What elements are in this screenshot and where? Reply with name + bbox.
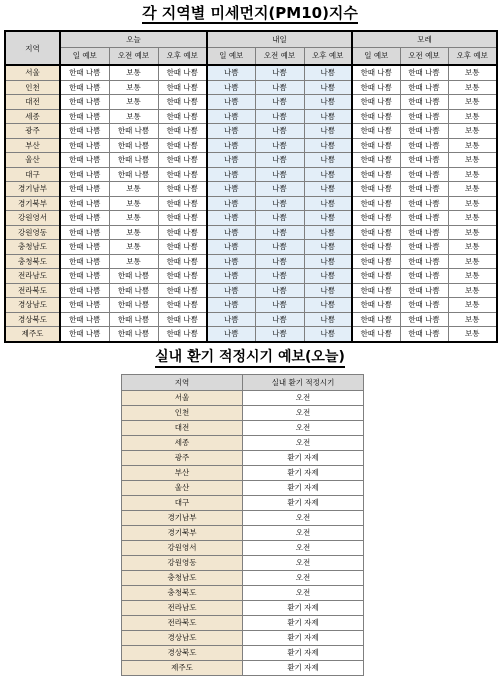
forecast-cell: 한때 나쁨: [158, 269, 207, 284]
forecast-cell: 한때 나쁨: [400, 269, 448, 284]
forecast-cell: 보통: [109, 254, 158, 269]
pm10-table-body: [5, 65, 497, 342]
table-row: [5, 124, 497, 139]
forecast-cell: 한때 나쁨: [109, 124, 158, 139]
forecast-cell: 한때 나쁨: [158, 182, 207, 197]
forecast-cell: 한때 나쁨: [158, 167, 207, 182]
forecast-cell: 한때 나쁨: [60, 153, 109, 168]
forecast-cell: 나쁨: [207, 95, 255, 110]
forecast-cell: 보통: [448, 65, 497, 80]
forecast-cell: 한때 나쁨: [400, 225, 448, 240]
table-row: [5, 109, 497, 124]
forecast-cell: 한때 나쁨: [352, 95, 400, 110]
ventilation-title-text: 실내 환기 적정시기 예보(오늘): [155, 348, 345, 368]
forecast-cell: 나쁨: [207, 298, 255, 313]
region-cell: 강원영동: [5, 225, 60, 240]
region-cell: 전라남도: [122, 601, 243, 616]
region-cell: 울산: [122, 481, 243, 496]
table-row: [5, 211, 497, 226]
forecast-cell: 한때 나쁨: [109, 269, 158, 284]
forecast-cell: 한때 나쁨: [400, 167, 448, 182]
ventilation-time-cell: 오전: [243, 421, 364, 436]
forecast-cell: 보통: [109, 65, 158, 80]
forecast-cell: 한때 나쁨: [400, 240, 448, 255]
forecast-cell: 한때 나쁨: [352, 211, 400, 226]
forecast-cell: 한때 나쁨: [400, 124, 448, 139]
forecast-cell: 한때 나쁨: [158, 225, 207, 240]
forecast-cell: 나쁨: [207, 196, 255, 211]
region-cell: 제주도: [5, 327, 60, 342]
forecast-cell: 한때 나쁨: [60, 298, 109, 313]
forecast-cell: 나쁨: [255, 182, 304, 197]
forecast-cell: 한때 나쁨: [400, 153, 448, 168]
ventilation-time-cell: 오전: [243, 436, 364, 451]
region-cell: 대전: [122, 421, 243, 436]
forecast-cell: 보통: [109, 182, 158, 197]
forecast-cell: 나쁨: [304, 153, 352, 168]
forecast-cell: 나쁨: [255, 269, 304, 284]
forecast-cell: 한때 나쁨: [158, 327, 207, 342]
table-row: [122, 421, 364, 436]
forecast-cell: 나쁨: [255, 225, 304, 240]
ventilation-time-cell: 환기 자제: [243, 451, 364, 466]
forecast-cell: 나쁨: [304, 109, 352, 124]
forecast-cell: 나쁨: [255, 65, 304, 80]
forecast-cell: 한때 나쁨: [109, 327, 158, 342]
forecast-cell: 한때 나쁨: [60, 211, 109, 226]
forecast-cell: 한때 나쁨: [60, 95, 109, 110]
forecast-cell: 한때 나쁨: [158, 211, 207, 226]
forecast-cell: 나쁨: [255, 95, 304, 110]
table-row: [5, 298, 497, 313]
forecast-cell: 한때 나쁨: [352, 138, 400, 153]
forecast-cell: 나쁨: [304, 298, 352, 313]
region-cell: 경기남부: [122, 511, 243, 526]
ventilation-time-cell: 오전: [243, 586, 364, 601]
forecast-cell: 한때 나쁨: [60, 196, 109, 211]
ventilation-time-cell: 환기 자제: [243, 496, 364, 511]
table-row: [122, 661, 364, 676]
forecast-cell: 한때 나쁨: [400, 211, 448, 226]
forecast-cell: 보통: [109, 80, 158, 95]
forecast-cell: 보통: [109, 225, 158, 240]
forecast-cell: 한때 나쁨: [352, 225, 400, 240]
forecast-cell: 나쁨: [207, 109, 255, 124]
forecast-cell: 보통: [109, 109, 158, 124]
ventilation-time-cell: 환기 자제: [243, 646, 364, 661]
region-cell: 세종: [5, 109, 60, 124]
table-row: [122, 496, 364, 511]
ventilation-time-header: 실내 환기 적정시기: [243, 375, 364, 391]
region-cell: 광주: [122, 451, 243, 466]
forecast-cell: 한때 나쁨: [400, 109, 448, 124]
forecast-cell: 나쁨: [255, 153, 304, 168]
region-cell: 서울: [122, 391, 243, 406]
region-cell: 경기북부: [122, 526, 243, 541]
forecast-cell: 보통: [448, 167, 497, 182]
forecast-cell: 한때 나쁨: [60, 254, 109, 269]
table-row: [122, 631, 364, 646]
region-cell: 광주: [5, 124, 60, 139]
table-row: [122, 616, 364, 631]
forecast-cell: 한때 나쁨: [352, 298, 400, 313]
table-row: [5, 283, 497, 298]
region-cell: 세종: [122, 436, 243, 451]
region-cell: 전라북도: [5, 283, 60, 298]
forecast-cell: 나쁨: [304, 95, 352, 110]
forecast-cell: 한때 나쁨: [400, 327, 448, 342]
forecast-cell: 한때 나쁨: [352, 312, 400, 327]
forecast-cell: 나쁨: [255, 124, 304, 139]
day-header-today: 오늘: [60, 31, 207, 48]
forecast-cell: 보통: [448, 182, 497, 197]
ventilation-region-header: 지역: [122, 375, 243, 391]
forecast-cell: 보통: [448, 225, 497, 240]
forecast-cell: 나쁨: [207, 167, 255, 182]
forecast-cell: 보통: [109, 95, 158, 110]
forecast-cell: 나쁨: [304, 240, 352, 255]
forecast-cell: 한때 나쁨: [400, 182, 448, 197]
forecast-cell: 보통: [448, 124, 497, 139]
forecast-cell: 한때 나쁨: [60, 312, 109, 327]
region-cell: 대전: [5, 95, 60, 110]
forecast-cell: 한때 나쁨: [158, 298, 207, 313]
forecast-cell: 나쁨: [207, 283, 255, 298]
forecast-cell: 한때 나쁨: [352, 153, 400, 168]
forecast-cell: 한때 나쁨: [352, 167, 400, 182]
forecast-cell: 나쁨: [207, 240, 255, 255]
table-row: [5, 327, 497, 342]
table-row: [5, 312, 497, 327]
forecast-cell: 한때 나쁨: [60, 65, 109, 80]
forecast-cell: 나쁨: [304, 138, 352, 153]
forecast-cell: 한때 나쁨: [352, 109, 400, 124]
region-cell: 부산: [5, 138, 60, 153]
pm10-table: [4, 30, 498, 343]
forecast-cell: 한때 나쁨: [158, 109, 207, 124]
table-row: [5, 225, 497, 240]
forecast-cell: 한때 나쁨: [352, 80, 400, 95]
forecast-cell: 보통: [448, 211, 497, 226]
forecast-cell: 나쁨: [207, 225, 255, 240]
pm10-title-text: 각 지역별 미세먼지(PM10)지수: [142, 4, 358, 22]
forecast-cell: 보통: [448, 298, 497, 313]
ventilation-time-cell: 환기 자제: [243, 466, 364, 481]
forecast-cell: 한때 나쁨: [60, 138, 109, 153]
table-row: [5, 254, 497, 269]
forecast-cell: 나쁨: [255, 312, 304, 327]
region-cell: 충청남도: [5, 240, 60, 255]
ventilation-time-cell: 환기 자제: [243, 481, 364, 496]
ventilation-time-cell: 오전: [243, 556, 364, 571]
forecast-cell: 나쁨: [255, 327, 304, 342]
forecast-cell: 나쁨: [255, 196, 304, 211]
forecast-cell: 보통: [448, 153, 497, 168]
region-cell: 서울: [5, 65, 60, 80]
forecast-cell: 한때 나쁨: [352, 327, 400, 342]
region-cell: 강원영서: [122, 541, 243, 556]
region-cell: 충청북도: [122, 586, 243, 601]
ventilation-time-cell: 환기 자제: [243, 661, 364, 676]
table-row: [5, 95, 497, 110]
forecast-cell: 나쁨: [255, 211, 304, 226]
day-header-tomorrow: 내일: [207, 31, 352, 48]
forecast-cell: 한때 나쁨: [60, 124, 109, 139]
forecast-cell: 보통: [448, 196, 497, 211]
forecast-cell: 한때 나쁨: [400, 312, 448, 327]
ventilation-time-cell: 환기 자제: [243, 601, 364, 616]
table-row: [122, 646, 364, 661]
forecast-cell: 나쁨: [207, 80, 255, 95]
forecast-cell: 한때 나쁨: [109, 153, 158, 168]
forecast-cell: 나쁨: [304, 80, 352, 95]
forecast-cell: 한때 나쁨: [158, 80, 207, 95]
forecast-cell: 나쁨: [304, 167, 352, 182]
forecast-cell: 한때 나쁨: [60, 109, 109, 124]
region-cell: 제주도: [122, 661, 243, 676]
ventilation-time-cell: 오전: [243, 406, 364, 421]
table-row: [122, 451, 364, 466]
forecast-cell: 나쁨: [255, 254, 304, 269]
forecast-cell: 보통: [448, 327, 497, 342]
forecast-cell: 한때 나쁨: [109, 283, 158, 298]
forecast-cell: 보통: [109, 240, 158, 255]
forecast-cell: 한때 나쁨: [60, 283, 109, 298]
forecast-cell: 한때 나쁨: [352, 196, 400, 211]
forecast-cell: 한때 나쁨: [352, 283, 400, 298]
forecast-cell: 보통: [448, 312, 497, 327]
forecast-cell: 한때 나쁨: [109, 312, 158, 327]
forecast-cell: 한때 나쁨: [109, 167, 158, 182]
forecast-cell: 나쁨: [207, 138, 255, 153]
table-row: [122, 436, 364, 451]
forecast-cell: 나쁨: [207, 124, 255, 139]
forecast-cell: 나쁨: [207, 269, 255, 284]
table-row: [5, 138, 497, 153]
table-row: [5, 80, 497, 95]
forecast-cell: 보통: [109, 211, 158, 226]
forecast-cell: 한때 나쁨: [352, 269, 400, 284]
forecast-cell: 나쁨: [304, 211, 352, 226]
forecast-cell: 나쁨: [207, 211, 255, 226]
forecast-cell: 한때 나쁨: [60, 80, 109, 95]
region-header: 지역: [5, 31, 60, 65]
ventilation-time-cell: 오전: [243, 511, 364, 526]
forecast-cell: 한때 나쁨: [400, 196, 448, 211]
region-cell: 경상북도: [5, 312, 60, 327]
ventilation-table-header: [122, 375, 364, 391]
forecast-cell: 보통: [109, 196, 158, 211]
table-row: [5, 269, 497, 284]
ventilation-table: [121, 374, 364, 676]
table-row: [122, 391, 364, 406]
region-cell: 부산: [122, 466, 243, 481]
table-row: [122, 556, 364, 571]
forecast-cell: 한때 나쁨: [400, 298, 448, 313]
sub-header-pm: 오후 예보: [448, 48, 497, 66]
forecast-cell: 한때 나쁨: [400, 283, 448, 298]
forecast-cell: 나쁨: [255, 109, 304, 124]
table-row: [5, 182, 497, 197]
ventilation-time-cell: 환기 자제: [243, 631, 364, 646]
forecast-cell: 한때 나쁨: [400, 138, 448, 153]
forecast-cell: 나쁨: [304, 327, 352, 342]
region-cell: 경상남도: [122, 631, 243, 646]
forecast-cell: 보통: [448, 109, 497, 124]
ventilation-title: [0, 348, 500, 368]
forecast-cell: 한때 나쁨: [352, 182, 400, 197]
pm10-title: [0, 4, 500, 24]
forecast-cell: 한때 나쁨: [60, 327, 109, 342]
sub-header-daily: 일 예보: [352, 48, 400, 66]
forecast-cell: 나쁨: [255, 283, 304, 298]
sub-header-daily: 일 예보: [207, 48, 255, 66]
forecast-cell: 나쁨: [255, 138, 304, 153]
forecast-cell: 나쁨: [255, 240, 304, 255]
forecast-cell: 한때 나쁨: [60, 240, 109, 255]
sub-header-pm: 오후 예보: [158, 48, 207, 66]
forecast-cell: 한때 나쁨: [158, 240, 207, 255]
region-cell: 울산: [5, 153, 60, 168]
table-row: [122, 526, 364, 541]
forecast-cell: 나쁨: [207, 65, 255, 80]
forecast-cell: 한때 나쁨: [400, 80, 448, 95]
forecast-cell: 나쁨: [207, 312, 255, 327]
region-cell: 대구: [5, 167, 60, 182]
table-row: [122, 511, 364, 526]
forecast-cell: 나쁨: [304, 182, 352, 197]
table-row: [5, 65, 497, 80]
sub-header-am: 오전 예보: [109, 48, 158, 66]
forecast-cell: 한때 나쁨: [109, 298, 158, 313]
forecast-cell: 보통: [448, 269, 497, 284]
forecast-cell: 한때 나쁨: [60, 182, 109, 197]
forecast-cell: 한때 나쁨: [158, 196, 207, 211]
ventilation-time-cell: 오전: [243, 526, 364, 541]
table-row: [5, 167, 497, 182]
forecast-cell: 나쁨: [304, 225, 352, 240]
forecast-cell: 나쁨: [255, 298, 304, 313]
forecast-cell: 나쁨: [255, 167, 304, 182]
forecast-cell: 한때 나쁨: [400, 254, 448, 269]
forecast-cell: 나쁨: [304, 254, 352, 269]
forecast-cell: 한때 나쁨: [60, 225, 109, 240]
region-cell: 경상남도: [5, 298, 60, 313]
region-cell: 충청북도: [5, 254, 60, 269]
region-cell: 경기북부: [5, 196, 60, 211]
forecast-cell: 보통: [448, 254, 497, 269]
forecast-cell: 한때 나쁨: [352, 240, 400, 255]
region-cell: 강원영서: [5, 211, 60, 226]
pm10-table-header: [5, 31, 497, 65]
region-cell: 대구: [122, 496, 243, 511]
sub-header-am: 오전 예보: [400, 48, 448, 66]
forecast-cell: 나쁨: [304, 196, 352, 211]
table-row: [122, 586, 364, 601]
region-cell: 경기남부: [5, 182, 60, 197]
forecast-cell: 한때 나쁨: [352, 124, 400, 139]
table-row: [122, 541, 364, 556]
table-row: [5, 153, 497, 168]
table-row: [122, 466, 364, 481]
sub-header-daily: 일 예보: [60, 48, 109, 66]
table-row: [122, 481, 364, 496]
forecast-cell: 한때 나쁨: [158, 65, 207, 80]
ventilation-time-cell: 오전: [243, 541, 364, 556]
forecast-cell: 보통: [448, 240, 497, 255]
region-cell: 충청남도: [122, 571, 243, 586]
region-cell: 경상북도: [122, 646, 243, 661]
region-cell: 전라북도: [122, 616, 243, 631]
forecast-cell: 한때 나쁨: [158, 312, 207, 327]
forecast-cell: 한때 나쁨: [158, 254, 207, 269]
forecast-cell: 보통: [448, 138, 497, 153]
ventilation-time-cell: 오전: [243, 571, 364, 586]
forecast-cell: 나쁨: [255, 80, 304, 95]
forecast-cell: 보통: [448, 95, 497, 110]
forecast-cell: 한때 나쁨: [60, 167, 109, 182]
forecast-cell: 한때 나쁨: [158, 138, 207, 153]
forecast-cell: 나쁨: [304, 283, 352, 298]
region-cell: 인천: [5, 80, 60, 95]
table-row: [5, 240, 497, 255]
forecast-cell: 한때 나쁨: [158, 283, 207, 298]
region-cell: 강원영동: [122, 556, 243, 571]
forecast-cell: 나쁨: [304, 312, 352, 327]
forecast-cell: 한때 나쁨: [109, 138, 158, 153]
forecast-cell: 나쁨: [207, 182, 255, 197]
forecast-cell: 한때 나쁨: [158, 95, 207, 110]
table-row: [122, 406, 364, 421]
ventilation-time-cell: 오전: [243, 391, 364, 406]
day-header-day-after: 모레: [352, 31, 497, 48]
region-cell: 인천: [122, 406, 243, 421]
sub-header-pm: 오후 예보: [304, 48, 352, 66]
region-cell: 전라남도: [5, 269, 60, 284]
forecast-cell: 나쁨: [207, 254, 255, 269]
table-row: [122, 601, 364, 616]
forecast-cell: 나쁨: [207, 153, 255, 168]
table-row: [122, 571, 364, 586]
forecast-cell: 한때 나쁨: [400, 95, 448, 110]
forecast-cell: 나쁨: [304, 124, 352, 139]
forecast-cell: 한때 나쁨: [352, 65, 400, 80]
forecast-cell: 한때 나쁨: [60, 269, 109, 284]
forecast-cell: 보통: [448, 80, 497, 95]
table-row: [5, 196, 497, 211]
forecast-cell: 보통: [448, 283, 497, 298]
forecast-cell: 한때 나쁨: [400, 65, 448, 80]
forecast-cell: 나쁨: [304, 269, 352, 284]
forecast-cell: 한때 나쁨: [352, 254, 400, 269]
forecast-cell: 나쁨: [207, 327, 255, 342]
forecast-cell: 나쁨: [304, 65, 352, 80]
forecast-cell: 한때 나쁨: [158, 153, 207, 168]
forecast-cell: 한때 나쁨: [158, 124, 207, 139]
ventilation-table-body: [122, 391, 364, 676]
sub-header-am: 오전 예보: [255, 48, 304, 66]
ventilation-time-cell: 환기 자제: [243, 616, 364, 631]
